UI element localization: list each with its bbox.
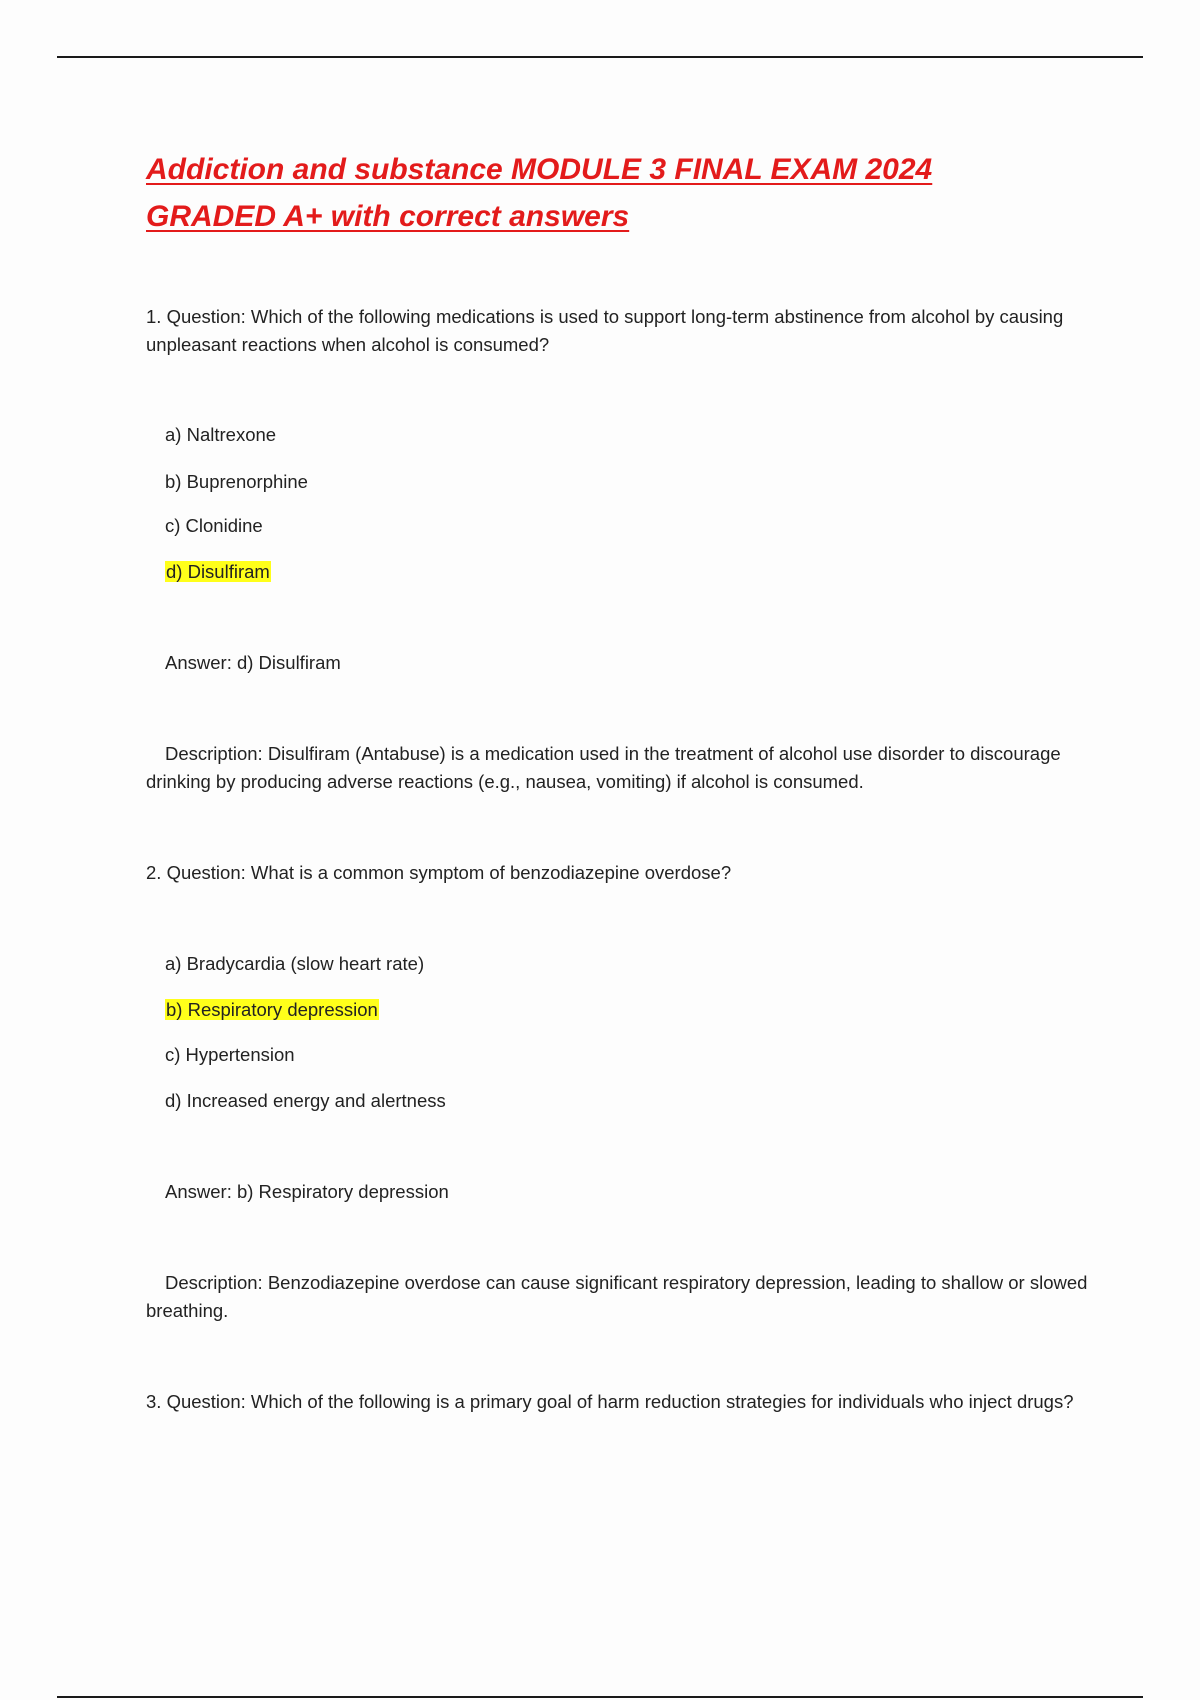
question-1-answer: Answer: d) Disulfiram xyxy=(165,652,341,673)
question-2-option-c xyxy=(165,1042,295,1068)
question-2-answer: Answer: b) Respiratory depression xyxy=(165,1181,449,1202)
question-1-description: Description: Disulfiram (Antabuse) is a medication used in the treatment of alcohol use disorder to discourage drinking by producing adverse reactions (e.g., nausea, vomiting) if alcohol is consumed. xyxy=(146,743,1061,792)
title-line-1: Addiction and substance MODULE 3 FINAL EXAM 2024 xyxy=(146,153,933,186)
question-1-option-a xyxy=(165,422,276,448)
option-label: c) Clonidine xyxy=(165,515,263,536)
highlighted-correct-option: b) Respiratory depression xyxy=(166,999,378,1020)
question-2-description: Description: Benzodiazepine overdose can cause significant respiratory depression, leading to shallow or slowed breathing. xyxy=(146,1272,1088,1321)
title-line-2: GRADED A+ with correct answers xyxy=(146,200,630,233)
document-title xyxy=(146,146,1046,240)
question-2-option-a xyxy=(165,951,424,977)
highlighted-correct-option: d) Disulfiram xyxy=(166,561,270,582)
option-label: a) Naltrexone xyxy=(165,424,277,445)
question-2-option-b xyxy=(165,997,379,1023)
header-rule xyxy=(57,56,1143,58)
question-1-option-d xyxy=(165,559,271,585)
footer-rule xyxy=(57,1696,1143,1698)
option-label: b) Buprenorphine xyxy=(165,471,308,492)
option-label: a) Bradycardia (slow heart rate) xyxy=(165,953,425,974)
option-label: c) Hypertension xyxy=(165,1044,295,1065)
option-label: d) Increased energy and alertness xyxy=(165,1090,446,1111)
question-1-option-c xyxy=(165,513,263,539)
question-1-option-b xyxy=(165,469,308,495)
question-2-text: 2. Question: What is a common symptom of benzodiazepine overdose? xyxy=(146,862,732,883)
question-1-text: 1. Question: Which of the following medications is used to support long-term abstinence from alcohol by causing unpleasant reactions when alcohol is consumed? xyxy=(146,306,1064,355)
question-2-option-d xyxy=(165,1088,446,1114)
question-3-text: 3. Question: Which of the following is a primary goal of harm reduction strategies for individuals who inject drugs? xyxy=(146,1391,1074,1412)
